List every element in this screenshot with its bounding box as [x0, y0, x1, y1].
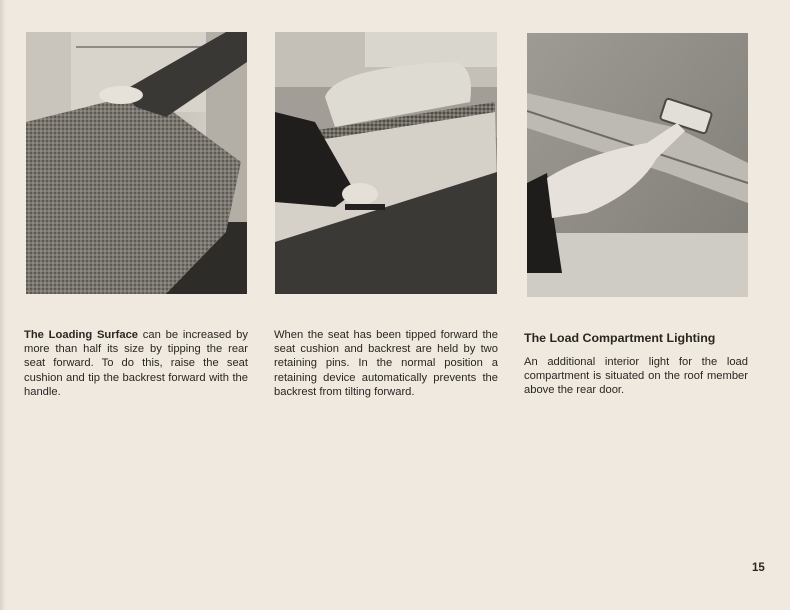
body-load-compartment-lighting: An additional interior light for the load compartment is situated on the roof member above the rear door. — [524, 356, 748, 397]
heading-load-compartment-lighting: The Load Compartment Lighting — [524, 331, 716, 345]
photo-seat-tipped-forward-image — [275, 32, 497, 294]
photo-loading-surface-image — [26, 32, 247, 294]
text-column-loading-surface — [24, 328, 248, 399]
body-loading-surface: can be increased by more than half its size by tipping the rear seat forward. To do this, raise the seat cushion and tip the backrest forward with the handle. — [24, 329, 248, 398]
page-fold-shadow — [0, 0, 6, 610]
page-number: 15 — [752, 562, 765, 574]
photo-seat-tipped-forward — [275, 32, 497, 294]
body-retaining-pins: When the seat has been tipped forward the seat cushion and backrest are held by two retaining pins. In the normal position a retaining device automatically prevents the backrest from tilting forward. — [274, 329, 498, 398]
photo-load-compartment-light — [527, 33, 748, 297]
text-column-retaining-pins — [274, 328, 498, 399]
photo-loading-surface — [26, 32, 247, 294]
text-column-lighting — [524, 331, 748, 398]
photo-load-compartment-light-image — [527, 33, 748, 297]
lead-loading-surface: The Loading Surface — [24, 329, 139, 341]
